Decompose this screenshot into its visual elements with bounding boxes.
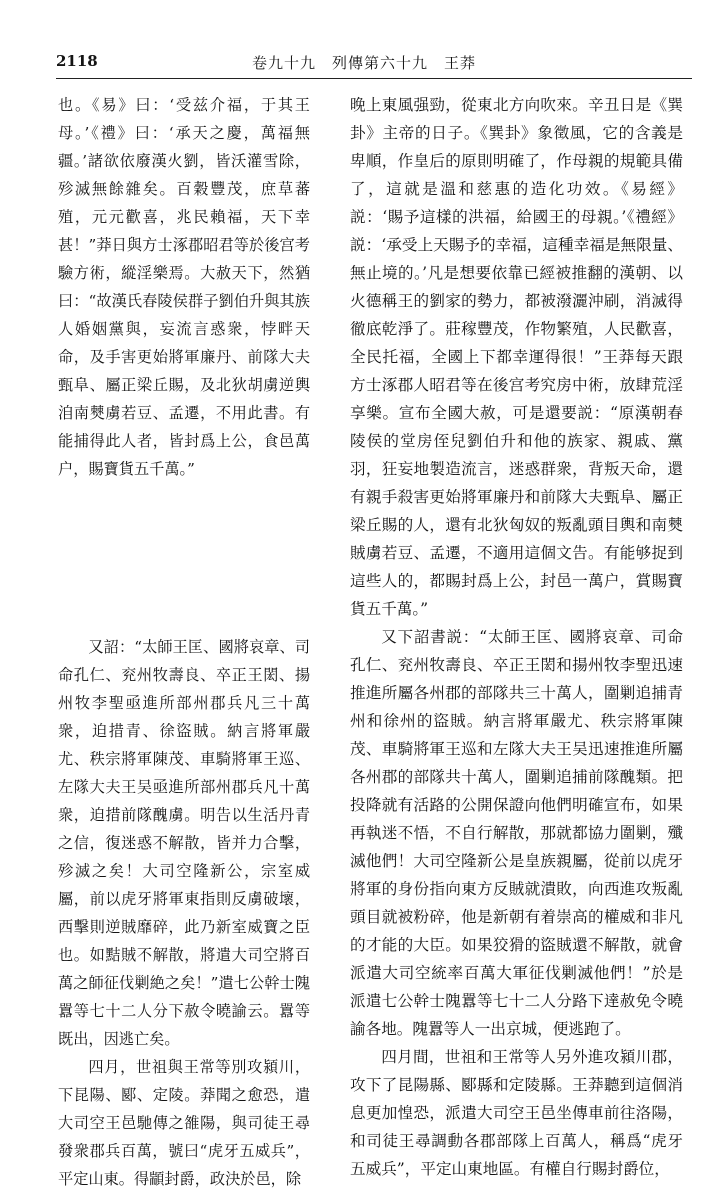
translation-paragraph-2: 又下詔書説：“太師王匡、國將哀章、司命孔仁、兖州牧壽良、卒正王閎和揚州牧李聖迅速推進所屬各州郡的部隊共三十萬人，圍剿追捕青州和徐州的盜賊。納言將軍嚴尤、秩宗將軍陳茂、車騎將軍王巡和左隊大夫王吴迅速推進所屬各州郡的部隊共十萬人，圍剿追捕前隊醜類。把投降就有活路的公開保證向他們明確宣布，如果再執迷不悟，不自行解散，那就都協力圍剿，殲滅他們！大司空隆新公是皇族親屬，從前以虎牙將軍的身份指向東方反賊就潰敗，向西進攻叛亂頭目就被粉碎，他是新朝有着崇高的權威和非凡的才能的大臣。如果狡猾的盜賊還不解散，就會派遣大司空統率百萬大軍征伐剿滅他們！”於是派遣七公幹士隗囂等七十二人分路下達赦免令曉諭各地。隗囂等人一出京城，便逃跑了。 [350, 628, 683, 1038]
translation-paragraph-1: 晚上東風强勁，從東北方向吹來。辛丑日是《巽卦》主帝的日子。《巽卦》象徵風，它的含義是卑順，作皇后的原則明確了，作母親的規範具備了，這就是溫和慈惠的造化功效。《易經》説：‘賜予這樣的洪福，給國王的母親。’《禮經》説：‘承受上天賜予的幸福，這種幸福是無限量、無止境的。’凡是想要依靠已經被推翻的漢朝、以火德稱王的劉家的勢力，都被潑灑沖刷，消滅得徹底乾淨了。莊稼豐茂，作物繁殖，人民歡喜，全民托福，全國上下都幸運得很！”王莽每天跟方士涿郡人昭君等在後宫考究房中術，放肆荒淫享樂。宣布全國大赦，可是還要説：“原漢朝春陵侯的堂房侄兒劉伯升和他的族家、親戚、黨羽，狂妄地製造流言，迷惑群衆，背叛天命，還有親手殺害更始將軍廉丹和前隊大夫甄阜、屬正梁丘賜的人，還有北狄匈奴的叛亂頭目輿和南僰賊虜若豆、孟遷，不適用這個文告。有能够捉到這些人的，都賜封爲上公，封邑一萬户，賞賜寶貨五千萬。” [350, 96, 683, 618]
column-gap [58, 483, 310, 633]
header-rule [56, 78, 692, 79]
translation-column [350, 91, 683, 1183]
classical-paragraph-2: 又詔：“太師王匡、國將哀章、司命孔仁、兖州牧壽良、卒正王閎、揚州牧李聖亟進所部州郡兵凡三十萬衆，迫措青、徐盜賊。納言將軍嚴尤、秩宗將軍陳茂、車騎將軍王巡、左隊大夫王吴亟進所部州郡兵凡十萬衆，迫措前隊醜虜。明告以生活丹青之信，復迷惑不解散，皆并力合擊，殄滅之矣！大司空隆新公，宗室威屬，前以虎牙將軍東指則反虜破壞，西擊則逆賊靡碎，此乃新室威寶之臣也。如黠賊不解散，將遣大司空將百萬之師征伐剿絶之矣！”遣七公幹士隗囂等七十二人分下赦令曉諭云。囂等既出，因逃亡矣。 [58, 638, 310, 1048]
translation-paragraph-3: 四月間，世祖和王常等人另外進攻潁川郡，攻下了昆陽縣、郾縣和定陵縣。王莽聽到這個消息更加惶恐，派遣大司空王邑坐傳車前往洛陽，和司徒王尋調動各郡部隊上百萬人，稱爲“虎牙五威兵”，平定山東地區。有權自行賜封爵位， [350, 1048, 683, 1178]
classical-paragraph-3: 四月，世祖與王常等別攻潁川，下昆陽、郾、定陵。莽聞之愈恐，遣大司空王邑馳傳之雒陽，與司徒王尋發衆郡兵百萬，號曰“虎牙五威兵”，平定山東。得顓封爵，政決於邑，除 [58, 1058, 310, 1188]
running-title: 卷九十九 列傳第六十九 王莽 [252, 54, 477, 72]
page-number: 2118 [56, 52, 98, 70]
classical-paragraph-1: 也。《易》曰：‘受兹介福，于其王母。’《禮》曰：‘承天之慶，萬福無疆。’諸欲依廢漢火劉，皆沃灌雪除，殄滅無餘雜矣。百穀豐茂，庶草蕃殖，元元歡喜，兆民賴福，天下幸甚！”莽日與方士涿郡昭君等於後宫考驗方術，縱淫樂焉。大赦天下，然猶曰：“故漢氏春陵侯群子劉伯升與其族人婚姻黨與，妄流言惑衆，悖畔天命，及手害更始將軍廉丹、前隊大夫甄阜、屬正梁丘賜，及北狄胡虜逆輿洎南僰虜若豆、孟遷，不用此書。有能捕得此人者，皆封爲上公，食邑萬户，賜寶貨五千萬。” [58, 96, 310, 478]
classical-text-column [58, 91, 310, 1193]
